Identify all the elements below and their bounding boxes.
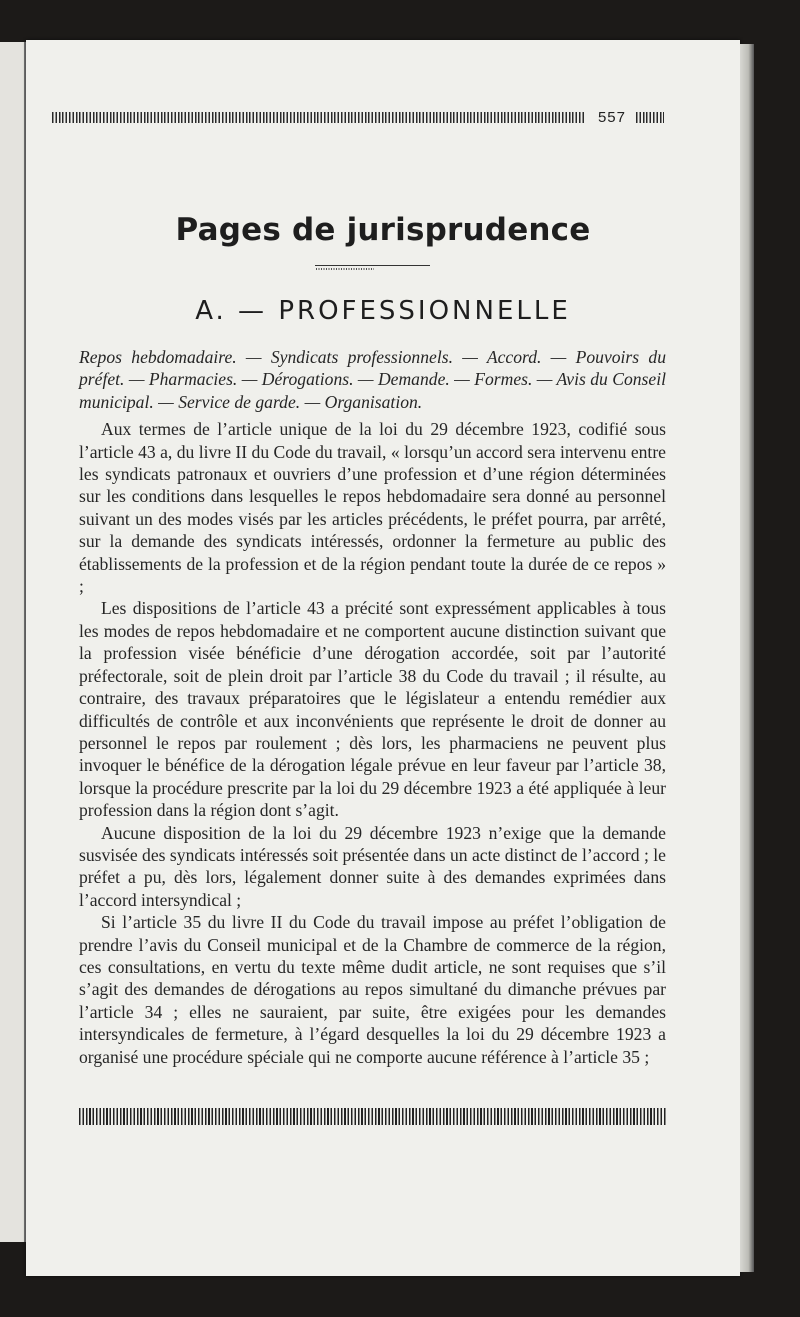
footer-ornament-rule xyxy=(79,1108,666,1125)
paragraph-1: Aux termes de l’article unique de la loi du 29 décembre 1923, codifié sous l’article 43 a, du livre II du Code du travail, « lorsqu’un accord sera intervenu entre les syndicats patronaux et ouvriers d’une profession et d’une région déterminées sur les conditions dans lesquelles le repos hebdomadaire sera donné au personnel suivant un des modes visés par les articles précédents, le préfet pourra, par arrêté, sur la demande des syndicats intéressés, ordonner la fermeture au public des établissements de la profession et de la région pendant toute la durée de ce repos » ; xyxy=(79,419,666,597)
section-heading: A. — PROFESSIONNELLE xyxy=(195,296,571,326)
paragraph-3: Aucune disposition de la loi du 29 décembre 1923 n’exige que la demande susvisée des syndicats intéressés soit présentée dans un acte distinct de l’accord ; le préfet a pu, dès lors, légalement donner suite à des demandes exprimées dans l’accord intersyndical ; xyxy=(79,822,666,910)
header-ornament-rule xyxy=(52,112,586,123)
header-ornament-end xyxy=(636,112,664,123)
case-summary: Repos hebdomadaire. — Syndicats professionnels. — Accord. — Pouvoirs du préfet. — Pharmacies. — Dérogations. — Demande. — Formes. — Avis du Conseil municipal. — Service de garde. — Organisation. xyxy=(79,347,666,412)
facing-page-edge xyxy=(0,42,26,1242)
paragraph-4: Si l’article 35 du livre II du Code du travail impose au préfet l’obligation de prendre l’avis du Conseil municipal et de la Chambre de commerce de la région, ces consultations, en vertu du texte même dudit article, ne sont requises que s’il s’agit des demandes de dérogations au repos simultané du dimanche prévues par l’article 34 ; elles ne sauraient, par suite, être exigées pour les demandes intersyndicales de fermeture, à l’égard desquelles la loi du 29 décembre 1923 a organisé une procédure spéciale qui ne comporte aucune référence à l’article 35 ; xyxy=(79,912,666,1067)
title-underline-dots xyxy=(316,268,374,270)
title-underline xyxy=(315,265,430,266)
page-stack-edge xyxy=(740,44,754,1272)
page-number: 557 xyxy=(597,108,626,126)
page-title: Pages de jurisprudence xyxy=(175,212,591,248)
running-header xyxy=(52,110,664,124)
paragraph-2: Les dispositions de l’article 43 a précité sont expressément applicables à tous les modes de repos hebdomadaire et ne comportent aucune distinction suivant que la profession visée bénéficie d’une dérogation accordée, soit par l’autorité préfectorale, soit de plein droit par l’article 38 du Code du travail ; il résulte, au contraire, des travaux préparatoires que le législateur a entendu remédier aux difficultés de contrôle et aux inconvénients que représente le droit de donner au personnel le repos par roulement ; dès lors, les pharmaciens ne peuvent plus invoquer le bénéfice de la dérogation légale prévue en leur faveur par l’article 38, lorsque la procédure prescrite par la loi du 29 décembre 1923 a été appliquée à leur profession dans la région dont s’agit. xyxy=(79,598,666,821)
article-body xyxy=(79,346,666,1068)
